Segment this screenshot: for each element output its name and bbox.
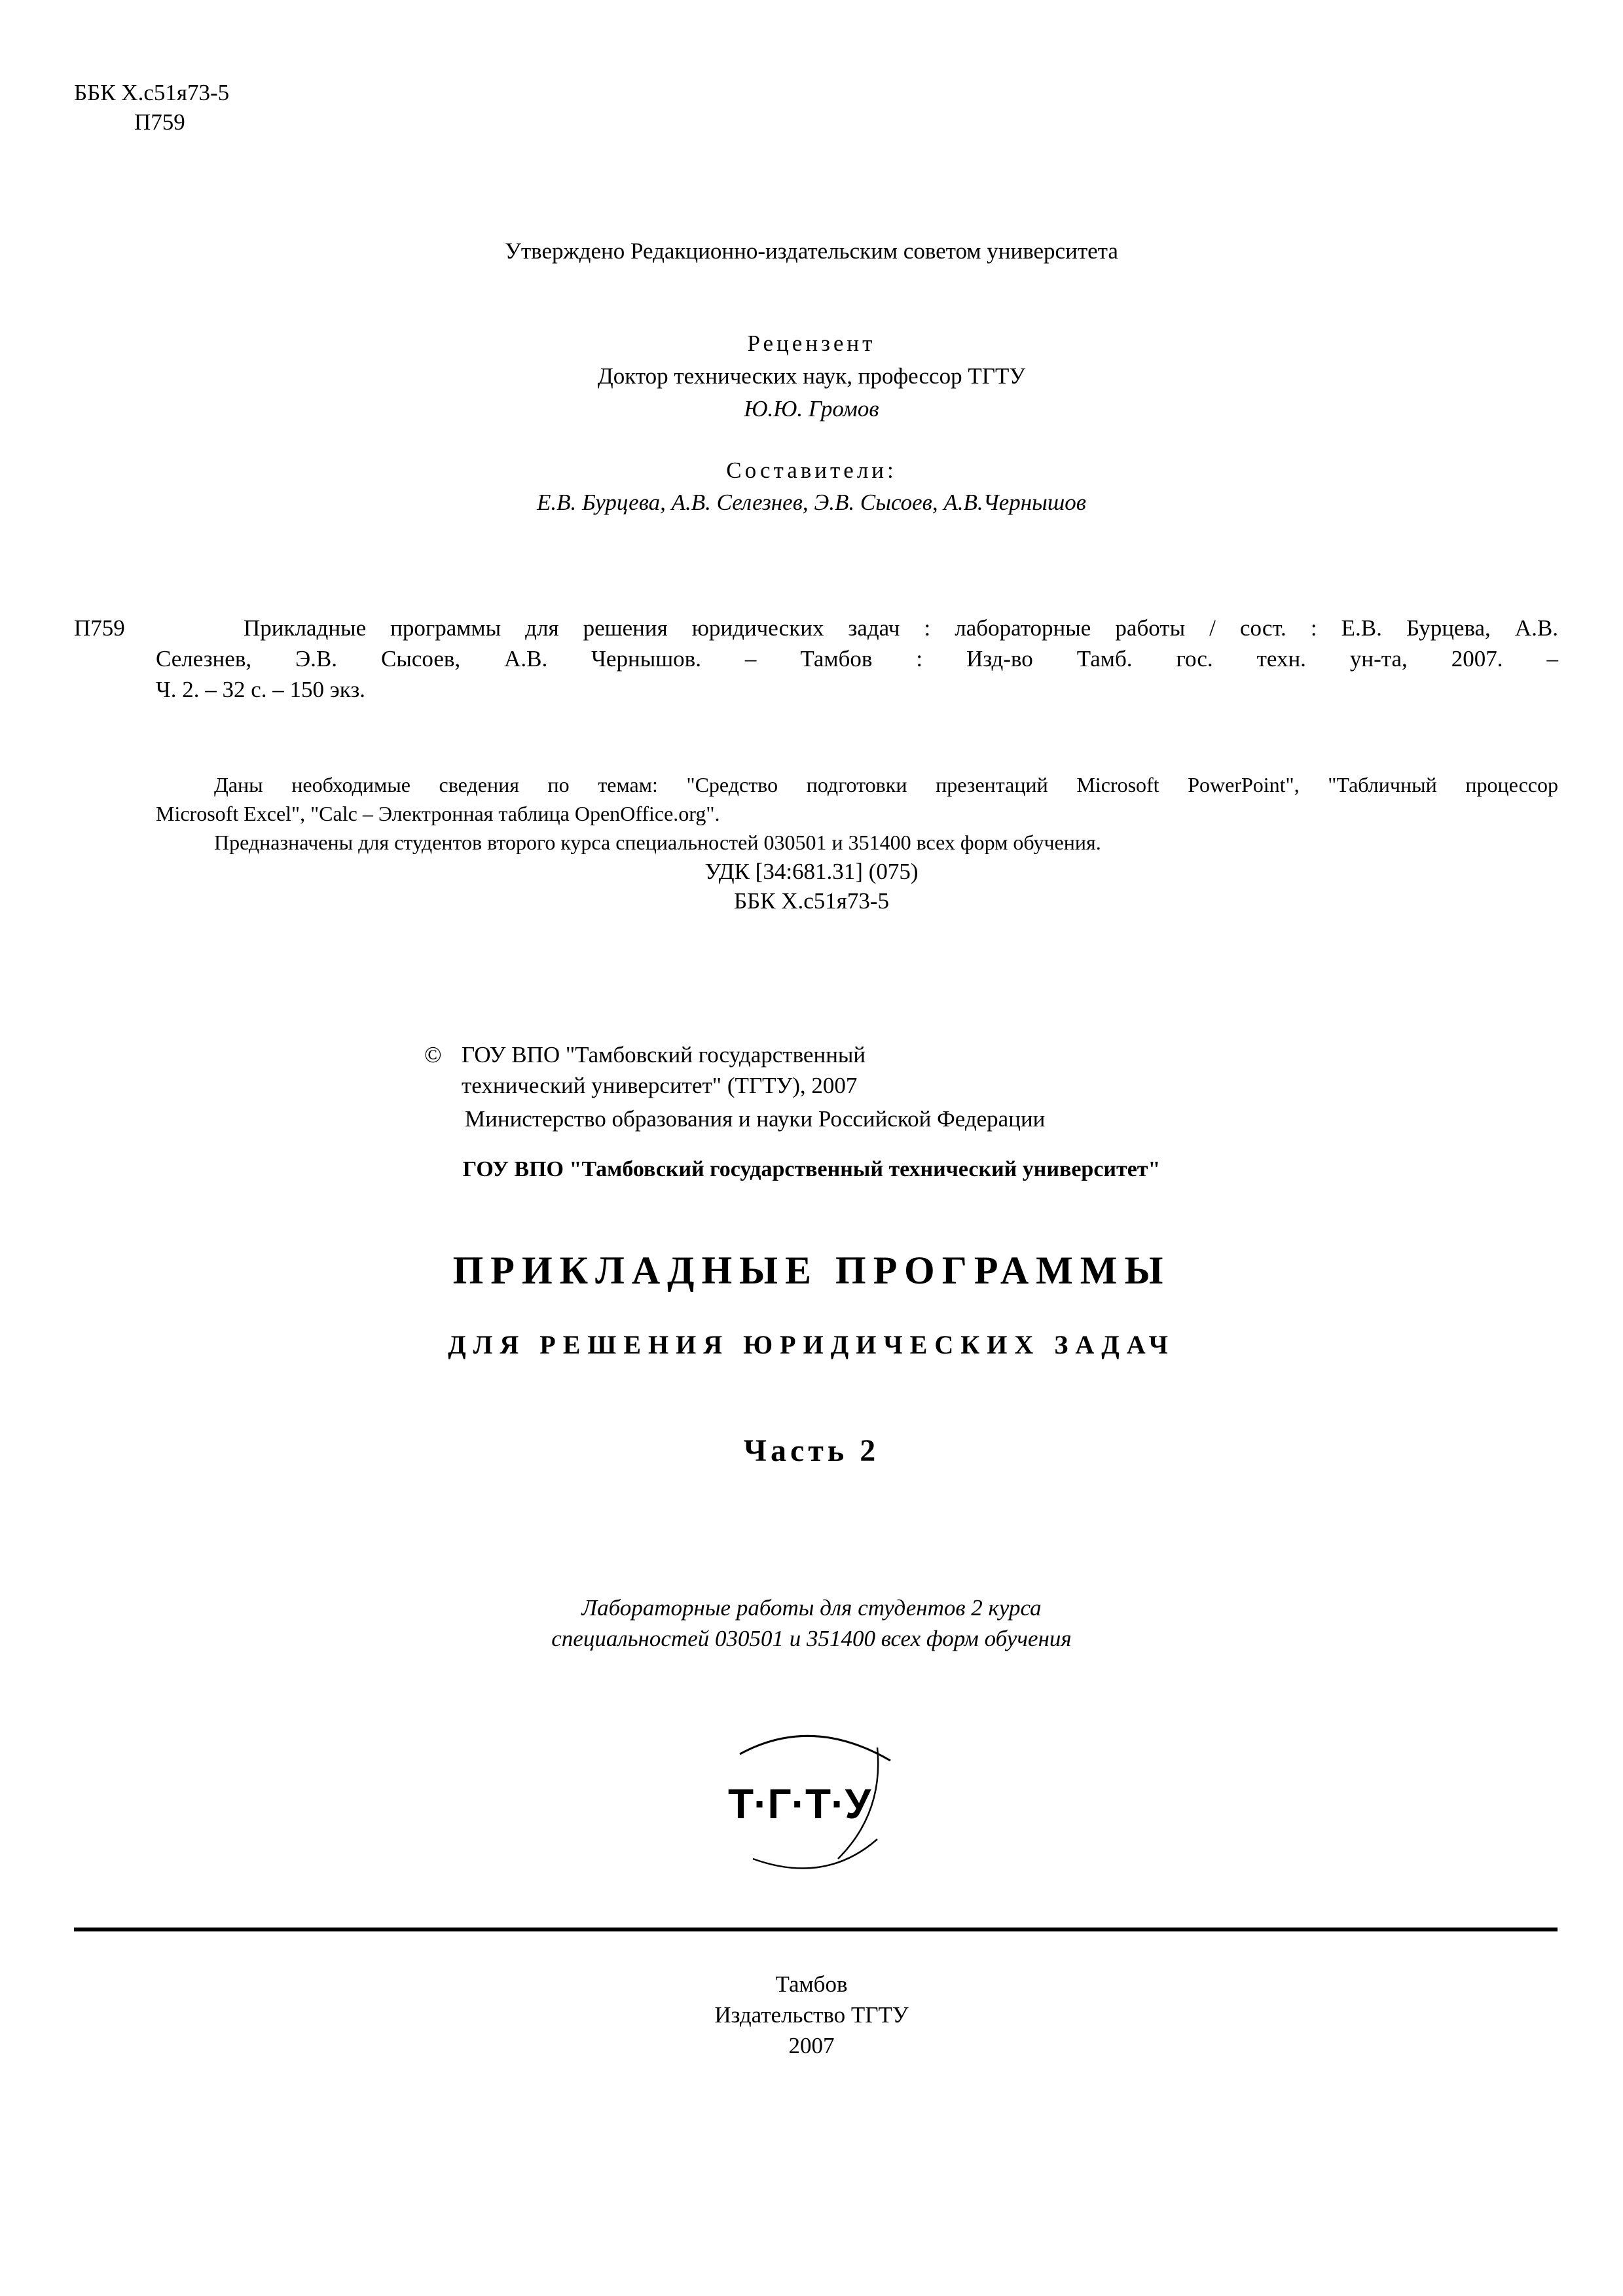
copyright-line-1: ГОУ ВПО "Тамбовский государственный xyxy=(462,1042,866,1067)
imprint-city: Тамбов xyxy=(775,1971,848,1997)
description-line-2: специальностей 030501 и 351400 всех форм обучения xyxy=(551,1626,1072,1651)
university-line: ГОУ ВПО "Тамбовский государственный технический университет" xyxy=(462,1157,1161,1181)
imprint-year: 2007 xyxy=(788,2033,835,2058)
annotation-bbk-code: ББК Х.с51я73-5 xyxy=(733,888,890,914)
compilers-heading: Составители: xyxy=(726,457,897,483)
udk-code: УДК [34:681.31] (075) xyxy=(704,859,919,884)
bibliography-line-2: Селезнев, Э.В. Сысоев, А.В. Чернышов. – Тамбов : Изд-во Тамб. гос. техн. ун-та, 2007. – xyxy=(156,646,1558,672)
imprint-publisher: Издательство ТГТУ xyxy=(714,2002,909,2028)
annotation-line-3: Предназначены для студентов второго курса специальностей 030501 и 351400 всех форм обучения. xyxy=(214,831,1101,854)
university-logo xyxy=(714,1728,917,1878)
reviewer-title: Доктор технических наук, профессор ТГТУ xyxy=(597,363,1026,389)
bibliography-line-3: Ч. 2. – 32 с. – 150 экз. xyxy=(156,677,365,702)
bibliography-mark: П759 xyxy=(74,615,125,641)
description-line-1: Лабораторные работы для студентов 2 курса xyxy=(581,1595,1042,1621)
annotation-line-2: Microsoft Excel", "Calc – Электронная таблица OpenOffice.org". xyxy=(156,802,720,825)
annotation-line-1: Даны необходимые сведения по темам: "Средство подготовки презентаций Microsoft PowerPoint", "Табличный процессор xyxy=(214,773,1558,797)
horizontal-rule xyxy=(74,1928,1558,1931)
book-part: Часть 2 xyxy=(743,1433,880,1468)
reviewer-name: Ю.Ю. Громов xyxy=(744,396,879,422)
author-mark: П759 xyxy=(134,109,185,135)
approval-note: Утверждено Редакционно-издательским советом университета xyxy=(505,238,1118,264)
book-title: ПРИКЛАДНЫЕ ПРОГРАММЫ xyxy=(452,1249,1171,1292)
ministry-line: Министерство образования и науки Российской Федерации xyxy=(465,1106,1046,1132)
reviewer-heading: Рецензент xyxy=(747,331,876,356)
bbk-code: ББК Х.с51я73-5 xyxy=(74,80,230,105)
logo-text: Т·Г·Т·У xyxy=(728,1780,871,1827)
compilers-names: Е.В. Бурцева, А.В. Селезнев, Э.В. Сысоев, А.В.Чернышов xyxy=(537,490,1086,515)
copyright-line-2: технический университет" (ТГТУ), 2007 xyxy=(462,1073,858,1098)
bibliography-line-1: Прикладные программы для решения юридических задач : лабораторные работы / сост. : Е.В. Бурцева, А.В. xyxy=(244,615,1558,641)
copyright-symbol: © xyxy=(424,1042,442,1067)
book-subtitle: ДЛЯ РЕШЕНИЯ ЮРИДИЧЕСКИХ ЗАДАЧ xyxy=(448,1330,1175,1359)
